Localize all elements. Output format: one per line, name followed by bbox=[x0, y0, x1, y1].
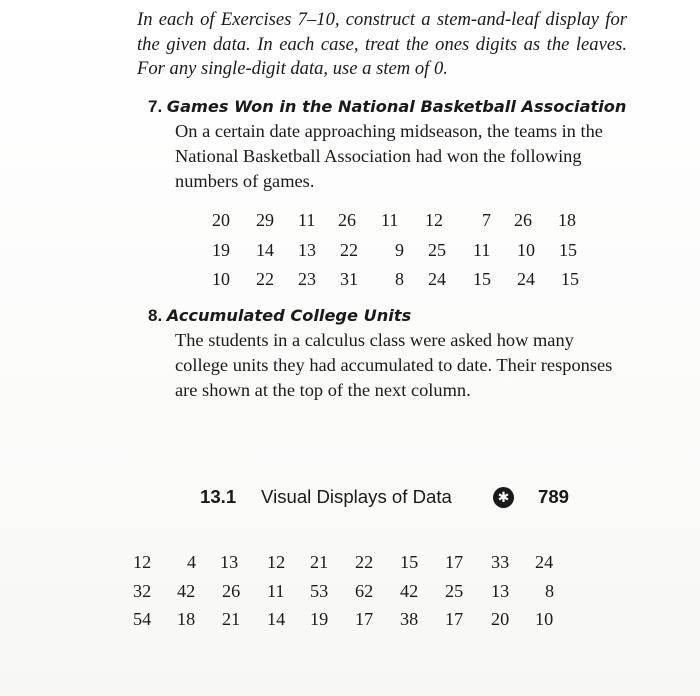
nba-value: 13 bbox=[298, 239, 316, 260]
units-value: 53 bbox=[310, 580, 329, 601]
units-value: 17 bbox=[445, 609, 464, 629]
nba-value: 25 bbox=[428, 239, 446, 260]
exercise-7-body: On a certain date approaching midseason, the teams in the National Basketball Association had won the following numbers of games. bbox=[175, 121, 603, 191]
college-units-data bbox=[133, 548, 573, 634]
nba-value: 10 bbox=[517, 239, 535, 260]
units-value: 20 bbox=[491, 609, 510, 629]
nba-value: 31 bbox=[340, 269, 358, 289]
nba-value: 8 bbox=[395, 269, 404, 289]
nba-value: 22 bbox=[340, 239, 358, 260]
nba-value: 12 bbox=[425, 210, 443, 230]
exercise-7 bbox=[148, 94, 628, 193]
nba-value: 23 bbox=[298, 269, 316, 289]
nba-value: 9 bbox=[395, 239, 404, 260]
units-value: 54 bbox=[133, 609, 152, 629]
units-value: 42 bbox=[400, 580, 419, 601]
nba-data-row-2 bbox=[206, 236, 606, 266]
nba-value: 24 bbox=[428, 269, 446, 289]
units-value: 21 bbox=[310, 552, 329, 572]
exercise-8-heading bbox=[148, 303, 628, 328]
exercise-instructions: In each of Exercises 7–10, construct a stem-and-leaf display for the given data. In each case, treat the ones digits as the leaves. For any single-digit data, use a stem of 0. bbox=[137, 9, 627, 79]
nba-value: 24 bbox=[517, 269, 535, 289]
nba-value: 10 bbox=[212, 269, 230, 289]
units-value: 25 bbox=[445, 580, 464, 601]
units-value: 11 bbox=[267, 580, 285, 601]
exercise-7-title: Games Won in the National Basketball Association bbox=[166, 97, 627, 116]
nba-value: 7 bbox=[482, 210, 491, 230]
nba-games-won-data bbox=[206, 206, 606, 295]
units-value: 14 bbox=[267, 609, 286, 629]
units-value: 32 bbox=[133, 580, 152, 601]
units-value: 22 bbox=[355, 552, 374, 572]
nba-data-row-3 bbox=[206, 265, 606, 295]
units-value: 4 bbox=[187, 552, 197, 572]
units-value: 33 bbox=[491, 552, 510, 572]
nba-value: 26 bbox=[514, 210, 532, 230]
page-number: 789 bbox=[538, 486, 570, 507]
nba-value: 11 bbox=[298, 210, 316, 230]
units-value: 18 bbox=[177, 609, 196, 629]
units-data-row-1 bbox=[133, 548, 573, 577]
exercise-7-number: 7. bbox=[148, 97, 163, 116]
units-value: 17 bbox=[355, 609, 374, 629]
units-value: 15 bbox=[400, 552, 419, 572]
exercise-8-number: 8. bbox=[148, 306, 163, 325]
units-value: 8 bbox=[545, 580, 555, 601]
units-value: 13 bbox=[220, 552, 239, 572]
exercise-7-heading bbox=[148, 94, 628, 119]
units-value: 13 bbox=[491, 580, 510, 601]
units-value: 12 bbox=[267, 552, 286, 572]
asterisk-badge-icon: ✱ bbox=[493, 487, 514, 508]
exercise-8-title: Accumulated College Units bbox=[166, 306, 412, 325]
units-data-row-3 bbox=[133, 605, 573, 634]
exercise-8-body: The students in a calculus class were asked how many college units they had accumulated to date. Their responses are shown at the top of the next column. bbox=[175, 330, 613, 400]
units-value: 24 bbox=[535, 552, 554, 572]
units-value: 10 bbox=[535, 609, 554, 629]
nba-data-row-1 bbox=[206, 206, 606, 236]
units-value: 26 bbox=[222, 580, 241, 601]
nba-value: 15 bbox=[559, 239, 577, 260]
nba-value: 15 bbox=[561, 269, 579, 289]
nba-value: 18 bbox=[558, 210, 576, 230]
units-value: 62 bbox=[355, 580, 374, 601]
section-title: Visual Displays of Data bbox=[261, 486, 452, 507]
nba-value: 15 bbox=[473, 269, 491, 289]
nba-value: 29 bbox=[256, 210, 274, 230]
units-value: 17 bbox=[445, 552, 464, 572]
section-number: 13.1 bbox=[200, 486, 237, 507]
nba-value: 11 bbox=[381, 210, 399, 230]
units-value: 38 bbox=[400, 609, 419, 629]
nba-value: 11 bbox=[473, 239, 491, 260]
nba-value: 22 bbox=[256, 269, 274, 289]
units-value: 42 bbox=[177, 580, 196, 601]
exercise-8 bbox=[148, 303, 628, 402]
units-value: 21 bbox=[222, 609, 241, 629]
units-value: 12 bbox=[133, 552, 152, 572]
nba-value: 20 bbox=[212, 210, 230, 230]
nba-value: 26 bbox=[338, 210, 356, 230]
units-value: 19 bbox=[310, 609, 329, 629]
nba-value: 14 bbox=[256, 239, 274, 260]
units-data-row-2 bbox=[133, 577, 573, 606]
nba-value: 19 bbox=[212, 239, 230, 260]
